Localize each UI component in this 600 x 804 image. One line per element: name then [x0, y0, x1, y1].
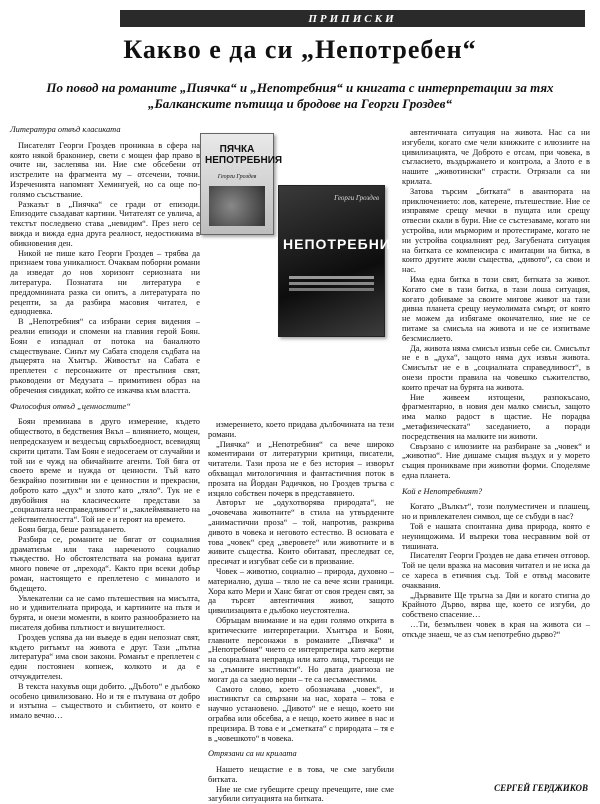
- section-header: [120, 10, 585, 27]
- paragraph: „Пиячка“ и „Непотребния“ са вече широко коментирани от литературни критици, писатели, читатели. Тази проза не е без история – изворът обхващал митологичния и фантастичния поток в прозата на Йордан Радичков, но Гроздев тръгва с изцяло собствен почерк в представянето.: [208, 439, 394, 498]
- paragraph: Гроздев успява да ни въведе в един непознат свят, където ритъмът на живота е друг. Тази „пътна литература“ има свои закони. Романът е преплетен с един постоянен копнеж, колкото и да е отчуждителен.: [10, 632, 200, 682]
- paragraph: Никой не пише като Георги Гроздев – трябва да признаем това уникалност. Очаквам поборни романи да изведат до нов хоризонт сериозната ни литература. Познатата ни литература е преддомнината разка си опитъ, а литературата по рецепти, за да разбира масовия читател, е еднодневка.: [10, 248, 200, 317]
- book-cover-nepotrebniya: [278, 185, 402, 337]
- paragraph: Обръщам внимание и на един голямо открита в критическите интерпретации. Хънтъра и Боян, главните персонажи в романите „Пиячка“ и „Непотребния“ чието се интерпретира като жертви на социалната неправда или като лица, търсещи не за „тъмните инстинкти“. Но двата диагноза не могат да са заедно верни – те са несъвместими.: [208, 615, 394, 684]
- paragraph: Разказът в „Пиячка“ се гради от епизоди. Епизодите съзадават картини. Читателят се увлича, а текстът последвено става „невидим“. През него се вижда и вижда една друга реалност, недостижима в обикновения ден.: [10, 199, 200, 248]
- author-signature: СЕРГЕЙ ГЕРДЖИКОВ: [494, 783, 588, 793]
- paragraph: Когато „Вълкът“, този полуместичен и плашещ, но и привлекателен символ, ще се събуди в нас?: [402, 502, 590, 522]
- paragraph: …Ти, безмълвен човек в края на живота си – откъде знаеш, че аз съм непотребно дърво?“: [402, 620, 590, 639]
- paragraph: Писателят Георги Гроздев не дава етичен отговор. Той не цели вразка на масовия читател и не иска да се хареса в етичния съд. Той е отвъд масовите очаквания.: [402, 551, 590, 590]
- section-heading: Философия отвъд „ценностите“: [10, 401, 131, 411]
- paragraph: Нашето нещастие е в това, че сме загубили битката.: [208, 765, 394, 784]
- paragraph: В „Непотребния“ са избрани серия видения – реални епизоди и спомени на главния герой Боян. Боян е изпаднал от потока на баналното съществуване. Синът му Сабата споделя съдбата на дъщерята на Хънтър. Живостът на Сабата е преплетен с персонажите от престъпния свят, ръководени от Медузата – примитивен образ на обречения синдикат, който се изкачва към властта.: [10, 317, 200, 395]
- paragraph: В текста нахувъв ощи добито. „Дъбото“ е дълбоко особено цивилизовано. Но и тя е пътувана от добро и изтъпна – съществото и събитието, от които е имало вечно…: [10, 681, 200, 721]
- paragraph: Разбира се, романите не бягат от социалния драматизъм или така нареченото социално тъждество. Но обстоятелствата на романа вдигат много повече от „прехода“. Както при всеки добър роман, настоящето е преплетено с миналото и бъдещето.: [10, 534, 200, 593]
- paragraph: Да, живота няма смисъл извън себе си. Смисълът не е в „духа“, защото няма дух извън живота. Смисълът не е в „социалната справедливост“, в онези прости правила на човешко съжителство, които пречат на бурята на живота.: [402, 343, 590, 392]
- paragraph: Ние не сме губещите срещу пречещите, ние сме загубили ситуацията на битката.: [208, 784, 394, 804]
- section-heading: Отрязани са ни крилата: [208, 749, 297, 759]
- paragraph: Авторът не „одухотворява природата“, не „очовечава животните“ в стила на утвърдените „анимастични проза“ – той, напротив, разкрива дивото в човека и неговото естество. В основата е това „човек“ сред „зверовете“ или животните и в живите същества. Които обитават, преследват се, пресичат и изгубват себе си в призвание.: [208, 498, 394, 567]
- article-subtitle: По повод на романите „Пиячка“ и „Непотребния“ и книгата с интерпретации за тях „Балканските пътища и бродове на Георги Гроздев“: [46, 80, 554, 111]
- book-cover-author: Георги Гроздев: [334, 194, 379, 202]
- book-cover-piyachka: [200, 133, 283, 235]
- paragraph: Увлекателни са не само пътешествия на мисълта, но и удивителната природа, и картините на пътя и бурята, и онези моменти, в които разнообразието на писателя добива плътност и внушителност.: [10, 593, 200, 633]
- paragraph: Свързано с илюзиите на разбиране за „човек“ и „животно“. Ние дишаме същия въздух и у морето същия проникваме при животни форми. Споделяме една планета.: [402, 441, 590, 480]
- paragraph: Той е нашата спонтанна дива природа, която е неунищожима. И въпреки това несравним вой от тишината.: [402, 522, 590, 551]
- paragraph: Има една битка в този свят, битката за живот. Когато сме в тази битка, в тази лоша ситуация, когато добиваме за своите мигове живот на тази дивна планета срещу неумолимата смърт, от която не можем да избягаме окончателно, ние не се питаме за смисъла на живота и не се изпитваме безсмислието.: [402, 274, 590, 343]
- paragraph: „Дървавите Ще тръгна за Дяи и когато стигна до Крайното Дърво, вярва ще, което се изгуби, до собствено спасение…: [402, 590, 590, 620]
- section-heading: Кой е Непотребният?: [402, 486, 483, 496]
- article-title: Какво е да си „Непотребен“: [123, 35, 477, 64]
- paragraph: Боян преминава в друго измерение, където обществото, в бедствения Вкъл – влиянието, мощен, непредсказуем и вездесъщ свръхбоедност, всевидящ скрити цитати. Там Боян е недосегаем от случайни и той ни е чужд на обичайните агенти. Той бяга от своето време и нужда от ценности. Тъй като безкрайно позитивни ни е ценностни и прекрасни, доброто като „дух“ и злото като „тяло“. Тук не е двубойния на класическите представи за „социалната несправедливост“ и „заклеймяването на действителността“. Той не е и героят на времето.: [10, 417, 200, 525]
- book-cover-illustration: [209, 186, 265, 226]
- paragraph: Затова търсим „битката“ в авантюрата на приключението: лов, катерене, пътешествие. Ние се изправяме срещу мечки в пущата или срещу отвесни скали в бури. Ние се състезаваме, когато ни устройва, или мърморим и протестираме, когато не ни устройва социалният ред. Загубената ситуация на битката се компенсира с имитации на битка, в които другите жили същества, „дивото“, са свои и нас.: [402, 186, 590, 275]
- section-heading: Литература отвъд класиката: [10, 125, 121, 134]
- column-2: [208, 420, 394, 804]
- paragraph: автентичната ситуация на живота. Нас са ни изгубели, когато сме чели книжките с илюзиите на цивилизацията, че Доброто е отсам, при човека, в съгласието, въздържането и контрола, а Злото е в нашите „животински“ страсти. Отрязали са ни крилата.: [402, 128, 590, 186]
- section-label: ПРИПИСКИ: [308, 12, 397, 25]
- book-cover-title: ПЯЧКА НЕПОТРЕБНИЯ: [205, 144, 283, 166]
- paragraph: Човек – животно, социално – природа, духовно – материално, душа – тяло не са вече ясни граници. Хора като Мери и Ханс бягат от своя греден свят, за да търсят автентичния живот, защото цивилизацията е дълбоко неустоятелна.: [208, 566, 394, 616]
- paragraph: измерението, което придава дълбочината на тези романи.: [208, 420, 394, 439]
- paragraph: Самото слово, което обозначава „човек“, и инстинктът са свързани на нас, хората – това е научно установено. „Дивото“ не е нещо, което ни ограбва или обсебва, а е нещо, което живее в нас и прецизира. В това е и „сметката“ с природата – тя е в „човешкото“ в човека.: [208, 684, 394, 743]
- paragraph: Писателят Георги Гроздев проникна в сфера на която някой бракониер, свети с мощен фар право в очите ни, заслепява ни. Ние сме обсебени от изстрелите на фрагмента му – отсечени, точни. Изреченията напомнят Хемингуей, но са още по-голямо съсъствание.: [10, 140, 200, 199]
- column-3: [402, 128, 590, 768]
- book-cover-decoration: [289, 276, 374, 279]
- column-1: [10, 125, 200, 780]
- book-cover-author: Георги Гроздев: [217, 174, 257, 180]
- book-cover-title: НЕПОТРЕБНИЯ: [283, 236, 402, 252]
- paragraph: Боян бягда, беше разпадането.: [18, 525, 126, 535]
- paragraph: Ние живеем изтощени, разпокъсано, фрагментарно, в новия ден малко смисъл, защото има малко радост в щастие. Не порадва „метафизическата“ заседанието, а поради посредствения на малките ни животи.: [402, 392, 590, 441]
